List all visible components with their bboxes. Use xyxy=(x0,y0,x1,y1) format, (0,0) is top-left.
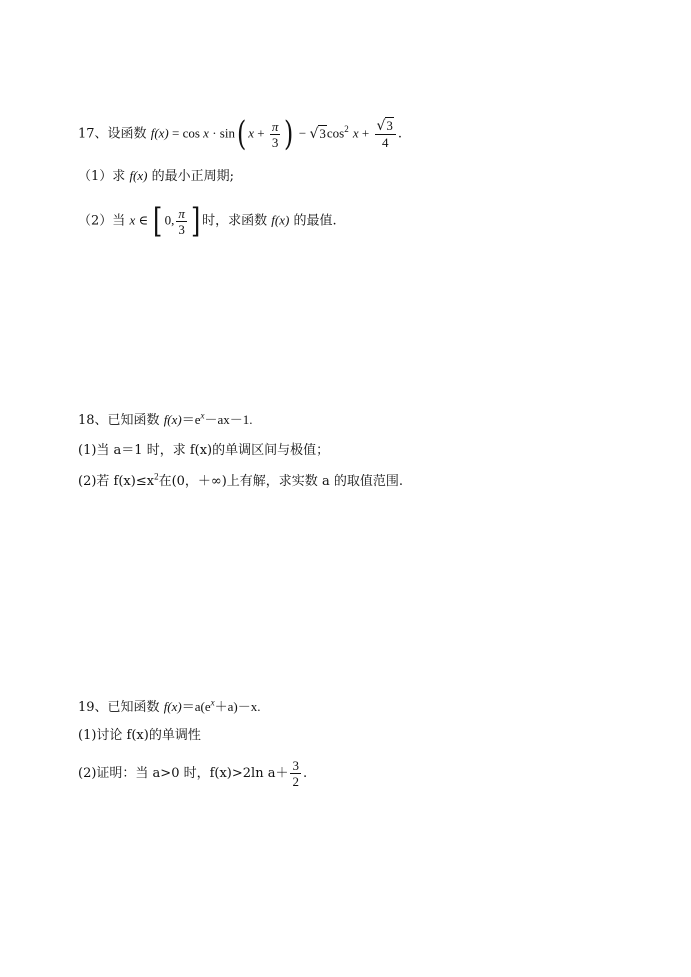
q17-number: 17、 xyxy=(78,126,108,142)
q17-left-paren: ( xyxy=(236,114,247,154)
q19-fx: f(x) xyxy=(163,699,182,714)
q17-part1-fx: f(x) xyxy=(129,168,148,183)
q17-sqrt3: √3 xyxy=(309,125,326,142)
q17-part2-x: x xyxy=(129,212,136,228)
q17-sup2: 2 xyxy=(344,124,349,135)
q17-frac2-den: 4 xyxy=(381,135,389,150)
q17-frac-num: π xyxy=(271,118,279,134)
q18-statement xyxy=(78,410,253,431)
q18-heading: 18、已知函数 xyxy=(78,413,160,428)
q17-right-paren: ) xyxy=(284,114,294,154)
q19-sup-x: x xyxy=(210,697,215,708)
q17-statement xyxy=(78,114,403,154)
q18-eq: ＝e xyxy=(181,412,201,427)
q17-part2-left-bracket: [ xyxy=(153,201,163,241)
q18-part2-a: (2)若 f(x)≤x xyxy=(78,474,155,489)
q18-part1: (1)当 a＝1 时，求 f(x)的单调区间与极值； xyxy=(78,443,330,458)
q17-part2-text-c: 的最值. xyxy=(293,213,337,229)
q17-part2-label: （2） xyxy=(78,213,113,229)
q17-cos: cos xyxy=(326,125,345,141)
q17-x2: x xyxy=(248,125,254,141)
q19-rest: ＋a)－x. xyxy=(214,699,261,714)
q19-statement xyxy=(78,697,260,718)
q17-frac-den: 3 xyxy=(271,134,279,150)
q19-part2-a: (2)证明：当 a>0 时，f(x)>2ln a＋ xyxy=(78,766,289,781)
q18-fx: f(x) xyxy=(163,412,182,427)
q17-part1-text-b: 的最小正周期; xyxy=(151,169,235,184)
q19-part1: (1)讨论 f(x)的单调性 xyxy=(78,728,201,743)
q18-sup-x: x xyxy=(200,410,205,421)
q19-eq: ＝a(e xyxy=(181,699,211,714)
q17-part2-frac: $\frac{\pi}{3}$ xyxy=(178,205,185,237)
q18-rest: －ax－1. xyxy=(204,412,253,427)
q17-part2-right-bracket: ] xyxy=(190,201,201,241)
q17-part2-text-b: 时，求函数 xyxy=(202,213,268,229)
q17-part2-in: ∈ xyxy=(135,212,152,228)
q18-part2 xyxy=(78,472,403,492)
q17-period: . xyxy=(397,126,403,142)
q17-part2-text-a: 当 xyxy=(112,213,126,229)
q17-part1 xyxy=(78,166,234,187)
q17-part2 xyxy=(78,201,337,241)
q19-part2-frac: $\frac{3}{2}$ xyxy=(292,758,299,789)
q17-part1-text-a: 求 xyxy=(112,169,126,184)
q17-dot-sin: · sin xyxy=(208,125,235,141)
q17-minus: − xyxy=(295,125,310,141)
q18-part2-sup: 2 xyxy=(154,471,159,482)
q17-part2-zero: 0, xyxy=(164,212,175,228)
q17-fx: f(x) xyxy=(150,125,169,141)
q19-part2 xyxy=(78,758,307,789)
q17-frac-pi-3 xyxy=(270,119,281,150)
q17-plus2: + xyxy=(358,125,373,141)
q17-frac2-num: √3 xyxy=(375,118,396,135)
q17-part2-fx: f(x) xyxy=(271,212,290,228)
q17-part1-label: （1） xyxy=(78,169,113,184)
q18-part2-b: 在(0，＋∞)上有解，求实数 a 的取值范围. xyxy=(158,474,403,489)
q19-part2-end: . xyxy=(302,766,308,781)
q17-eq: = cos xyxy=(168,125,204,141)
q17-x3: x xyxy=(352,125,359,141)
q19-heading: 19、已知函数 xyxy=(78,700,160,715)
q17-frac-sqrt3-4 xyxy=(375,118,396,150)
q17-plus: + xyxy=(254,125,268,141)
q17-intro: 设函数 xyxy=(107,126,147,142)
q17-x1: x xyxy=(203,125,209,141)
